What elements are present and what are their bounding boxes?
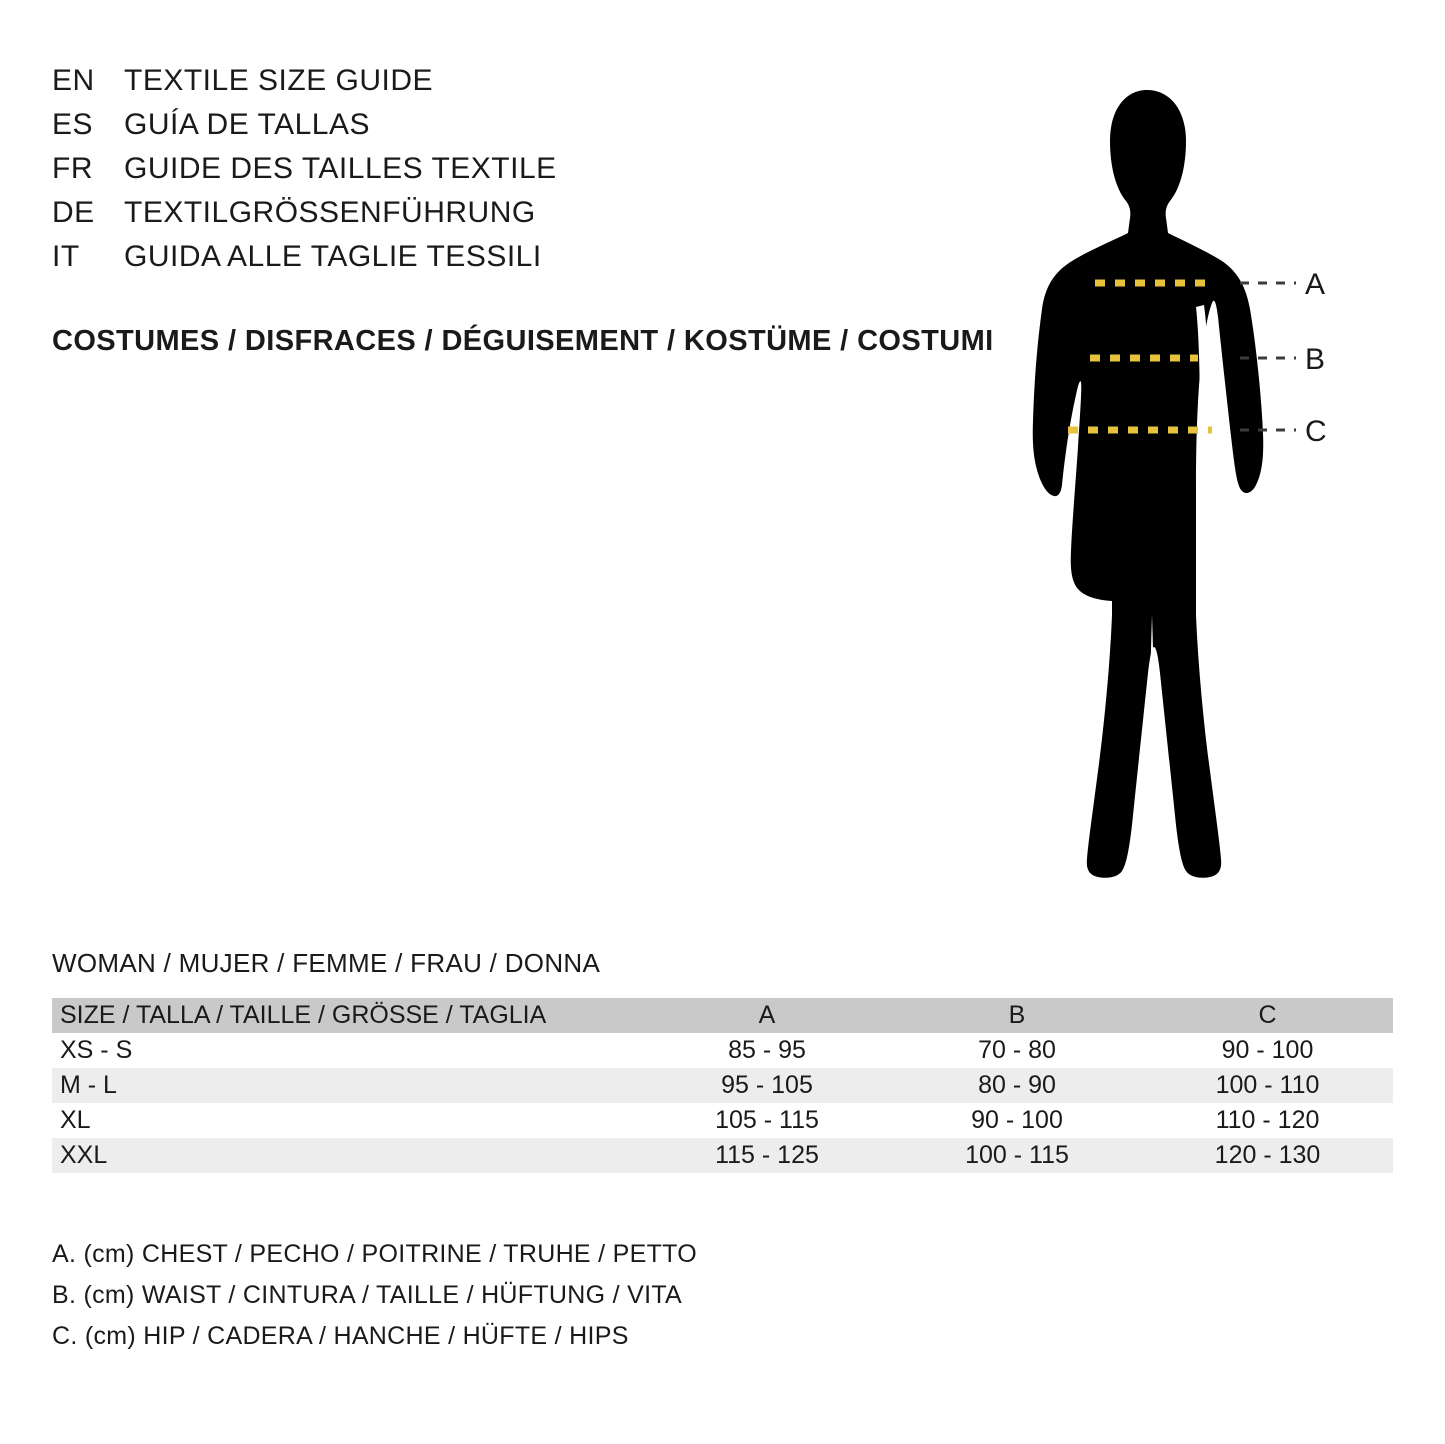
size-table xyxy=(52,998,1393,1173)
measurement-figure xyxy=(1000,55,1400,895)
table-header-a: A xyxy=(758,1001,776,1029)
table-cell-c: 90 - 100 xyxy=(1221,1036,1314,1064)
table-cell-b: 70 - 80 xyxy=(978,1036,1056,1064)
table-cell-b: 90 - 100 xyxy=(971,1106,1063,1134)
language-text-fr: GUIDE DES TAILLES TEXTILE xyxy=(124,152,557,185)
legend-row-a: A. (cm) CHEST / PECHO / POITRINE / TRUHE / PETTO xyxy=(52,1240,698,1268)
table-cell-size: XS - S xyxy=(60,1036,133,1064)
language-code-es: ES xyxy=(52,108,94,141)
legend-row-c: C. (cm) HIP / CADERA / HANCHE / HÜFTE / HIPS xyxy=(52,1322,629,1350)
language-row-en xyxy=(52,64,557,108)
language-code-en: EN xyxy=(52,64,95,97)
measure-label-b: B xyxy=(1305,343,1326,376)
language-code-fr: FR xyxy=(52,152,93,185)
language-row-de xyxy=(52,196,557,240)
language-text-es: GUÍA DE TALLAS xyxy=(124,108,370,141)
language-title-block xyxy=(52,64,557,284)
woman-silhouette-shape xyxy=(1033,90,1263,878)
language-row-fr xyxy=(52,152,557,196)
table-cell-size: M - L xyxy=(60,1071,117,1099)
table-row xyxy=(52,1138,1393,1173)
measurement-legend xyxy=(52,1240,697,1363)
costumes-subtitle: COSTUMES / DISFRACES / DÉGUISEMENT / KOSTÜME / COSTUMI xyxy=(52,325,994,357)
table-cell-size: XXL xyxy=(60,1141,108,1169)
table-cell-c: 110 - 120 xyxy=(1215,1106,1320,1134)
language-code-de: DE xyxy=(52,196,95,229)
measure-label-c: C xyxy=(1305,415,1327,448)
language-code-it: IT xyxy=(52,240,80,273)
table-header-size: SIZE / TALLA / TAILLE / GRÖSSE / TAGLIA xyxy=(60,1001,547,1029)
table-cell-c: 100 - 110 xyxy=(1215,1071,1320,1099)
table-cell-size: XL xyxy=(60,1106,91,1134)
table-header-row xyxy=(52,998,1393,1033)
table-row xyxy=(52,1068,1393,1103)
language-text-de: TEXTILGRÖSSENFÜHRUNG xyxy=(124,196,536,229)
table-cell-a: 115 - 125 xyxy=(715,1141,819,1169)
language-text-en: TEXTILE SIZE GUIDE xyxy=(124,64,434,97)
table-cell-a: 95 - 105 xyxy=(721,1071,813,1099)
table-row xyxy=(52,1033,1393,1068)
measure-label-a: A xyxy=(1305,268,1326,301)
table-row xyxy=(52,1103,1393,1138)
table-cell-a: 85 - 95 xyxy=(728,1036,806,1064)
table-title: WOMAN / MUJER / FEMME / FRAU / DONNA xyxy=(52,948,601,978)
table-cell-c: 120 - 130 xyxy=(1214,1141,1321,1169)
table-cell-b: 80 - 90 xyxy=(978,1071,1056,1099)
table-cell-b: 100 - 115 xyxy=(965,1141,1069,1169)
table-header-b: B xyxy=(1008,1001,1026,1029)
language-row-es xyxy=(52,108,557,152)
language-text-it: GUIDA ALLE TAGLIE TESSILI xyxy=(124,240,542,273)
language-row-it xyxy=(52,240,557,284)
table-cell-a: 105 - 115 xyxy=(715,1106,819,1134)
table-header-c: C xyxy=(1258,1001,1277,1029)
legend-row-b: B. (cm) WAIST / CINTURA / TAILLE / HÜFTUNG / VITA xyxy=(52,1281,683,1309)
